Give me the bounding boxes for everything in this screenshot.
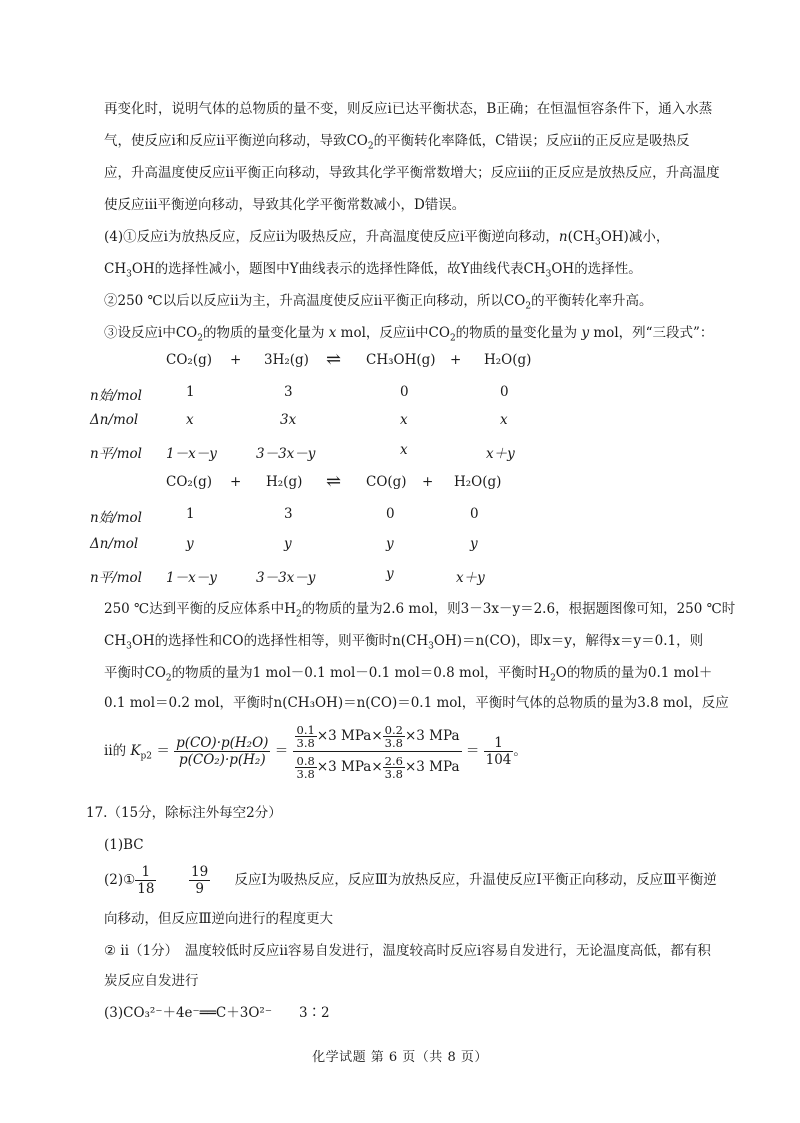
table-cell: y — [186, 536, 194, 552]
table-cell: x — [500, 412, 508, 428]
table1-header — [104, 349, 624, 370]
table2-product-2: H₂O(g) — [454, 474, 502, 490]
q17-answer-1: (1)BC — [104, 837, 144, 853]
row-label: Δn/mol — [90, 412, 139, 428]
table-cell: y — [470, 536, 478, 552]
row-label: n始/mol — [90, 388, 142, 404]
table2-equilibrium-arrow: ⇌ — [326, 471, 342, 492]
table-cell: 3 — [284, 384, 293, 400]
para-line-1: 再变化时，说明气体的总物质的量不变，则反应ⅰ已达平衡状态，B正确；在恒温恒容条件下，通入水蒸 — [104, 101, 713, 117]
calc-line-4: 0.1 mol＝0.2 mol，平衡时n(CH₃OH)＝n(CO)＝0.1 mol，平衡时气体的总物质的量为3.8 mol，反应 — [104, 695, 729, 711]
q17-answer-3-cont: 炭反应自发进行 — [104, 973, 199, 989]
table-cell: x＋y — [486, 446, 515, 462]
table-cell: y — [386, 566, 394, 582]
table1-plus-2: + — [450, 352, 462, 368]
table2-product-1: CO(g) — [366, 474, 407, 490]
calc-line-3: 平衡时$CO_2$的物质的量为1 mol－0.1 mol－0.1 mol＝0.8 mol，平衡时$H_2O$的物质的量为0.1 mol＋ — [104, 665, 713, 684]
table-cell: 3x — [280, 412, 297, 428]
kp-expression: ⅱ的 $K_{p2}$ ＝ $\frac{\text{p(CO)·p(H₂O)}}{\text{p(CO₂)·p(H₂)}}$ ＝ $\frac{0.1}{3.8}$ ×3 MPa× $\frac{0.2}{3.8}$ ×3 MPa $\frac{0.8}{3.8}$ ×3 MPa× $\frac{2.6}{3.8}$ ×3 MPa ＝ $\frac{1}{104}$ 。 — [104, 723, 527, 781]
table-cell: y — [386, 536, 394, 552]
para-line-4: 使反应ⅲ平衡逆向移动，导致其化学平衡常数减小，D错误。 — [104, 197, 466, 213]
table2-reactant-1: CO₂(g) — [166, 474, 212, 490]
table2-header — [104, 471, 624, 492]
kp-definition-denominator: p(CO₂)·p(H₂) — [178, 752, 266, 768]
row-label: Δn/mol — [90, 536, 139, 552]
kp-result-denominator: 104 — [485, 752, 512, 768]
table-cell: 0 — [500, 384, 509, 400]
table1-plus-1: + — [230, 352, 242, 368]
table-cell: 0 — [386, 506, 395, 522]
table-cell: 0 — [400, 384, 409, 400]
q4-line-2: $CH_3OH$的选择性减小，题图中Y曲线表示的选择性降低，故Y曲线代表$CH_3OH$的选择性。 — [104, 261, 642, 280]
q4-line-4: ③设反应ⅰ中$CO_2$的物质的量变化量为 x mol，反应ⅱ中$CO_2$的物质的量变化量为 y mol，列“三段式”： — [104, 325, 714, 344]
kp-definition-fraction — [174, 735, 270, 768]
row-label: n平/mol — [90, 570, 142, 586]
row-label: n始/mol — [90, 510, 142, 526]
table-cell: 0 — [470, 506, 479, 522]
table2-reactant-2: H₂(g) — [266, 474, 303, 490]
table-cell: 1－x－y — [166, 446, 217, 462]
fraction-19-9: $\frac{19}{9}$ — [191, 864, 209, 897]
q17-answer-2-cont: 向移动，但反应Ⅲ逆向进行的程度更大 — [104, 911, 334, 927]
table2-row-equilibrium — [90, 566, 624, 586]
table-cell: x — [400, 442, 408, 458]
kp-symbol: K — [130, 743, 141, 759]
table2-row-change — [90, 536, 624, 554]
table-cell: x — [400, 412, 408, 428]
table1-reactant-2: 3H₂(g) — [264, 352, 309, 368]
q17-answer-4: (3)CO₃²⁻＋4e⁻══C＋3O²⁻ 3∶2 — [104, 1005, 330, 1021]
page-footer: 化学试题 第 6 页（共 8 页） — [312, 1050, 488, 1065]
table2-row-initial — [90, 506, 624, 526]
table-cell: x — [186, 412, 194, 428]
table-cell: 3－3x－y — [256, 446, 316, 462]
table-cell: 1 — [186, 384, 195, 400]
table-cell: 1 — [186, 506, 195, 522]
table1-row-equilibrium — [90, 442, 624, 462]
table1-row-initial — [90, 384, 624, 404]
table-cell: 3 — [284, 506, 293, 522]
table-cell: 1－x－y — [166, 570, 217, 586]
table2-plus-1: + — [230, 474, 242, 490]
q4-line-3: ②250 ℃以后以反应ⅱ为主，升高温度使反应ⅱ平衡正向移动，所以$CO_2$的平衡转化率升高。 — [104, 293, 653, 312]
kp-value-denominator: $\frac{0.8}{3.8}$ ×3 MPa× $\frac{2.6}{3.8}$ ×3 MPa — [296, 754, 460, 781]
table1-reactant-1: CO₂(g) — [166, 352, 212, 368]
para-line-2: 气，使反应ⅰ和反应ⅱ平衡逆向移动，导致$CO_2$的平衡转化率降低，C错误；反应ⅱ的正反应是吸热反 — [104, 133, 690, 152]
para-line-3: 应，升高温度使反应ⅱ平衡正向移动，导致其化学平衡常数增大；反应ⅲ的正反应是放热反应，升高温度 — [104, 165, 720, 181]
table-cell: y — [284, 536, 292, 552]
table1-equilibrium-arrow: ⇌ — [326, 349, 342, 370]
kp-result-fraction — [484, 735, 514, 768]
kp-result-numerator: 1 — [484, 735, 514, 752]
kp-subscript: p2 — [140, 751, 153, 762]
table-cell: 3－3x－y — [256, 570, 316, 586]
table1-product-2: H₂O(g) — [484, 352, 532, 368]
kp-definition-numerator: p(CO)·p(H₂O) — [176, 735, 269, 751]
calc-line-2: $CH_3OH$的选择性和CO的选择性相等，则平衡时$n(CH_3OH)=n(CO)$，即x＝y，解得x＝y＝0.1，则 — [104, 633, 704, 652]
table-cell: x＋y — [456, 570, 485, 586]
table1-row-change — [90, 412, 624, 430]
calc-line-1: 250 ℃达到平衡的反应体系中$H_2$的物质的量为2.6 mol，则3－3x－y＝2.6，根据题图像可知，250 ℃时 — [104, 601, 736, 620]
kp-prefix: ⅱ的 — [104, 743, 127, 759]
q4-line-1: (4)①反应ⅰ为放热反应，反应ⅱ为吸热反应，升高温度使反应ⅰ平衡逆向移动，$n(CH_3OH)$减小， — [104, 229, 670, 248]
table2-plus-2: + — [422, 474, 434, 490]
q17-answer-3: ② ⅱ（1分） 温度较低时反应ⅱ容易自发进行，温度较高时反应ⅰ容易自发进行，无论温度高低，都有积 — [104, 943, 711, 959]
kp-value-fraction — [293, 721, 462, 782]
fraction-1-18: $\frac{1}{18}$ — [137, 864, 155, 897]
row-label: n平/mol — [90, 446, 142, 462]
q17-answer-2: (2)① $\frac{1}{18}$ $\frac{19}{9}$ 反应Ⅰ为吸热反应，反应Ⅲ为放热反应，升温使反应Ⅰ平衡正向移动，反应Ⅲ平衡逆 — [104, 864, 717, 897]
kp-value-numerator: $\frac{0.1}{3.8}$ ×3 MPa× $\frac{0.2}{3.8}$ ×3 MPa — [293, 721, 462, 752]
q17-title: 17.（15分，除标注外每空2分） — [86, 805, 282, 821]
table1-product-1: CH₃OH(g) — [366, 352, 436, 368]
